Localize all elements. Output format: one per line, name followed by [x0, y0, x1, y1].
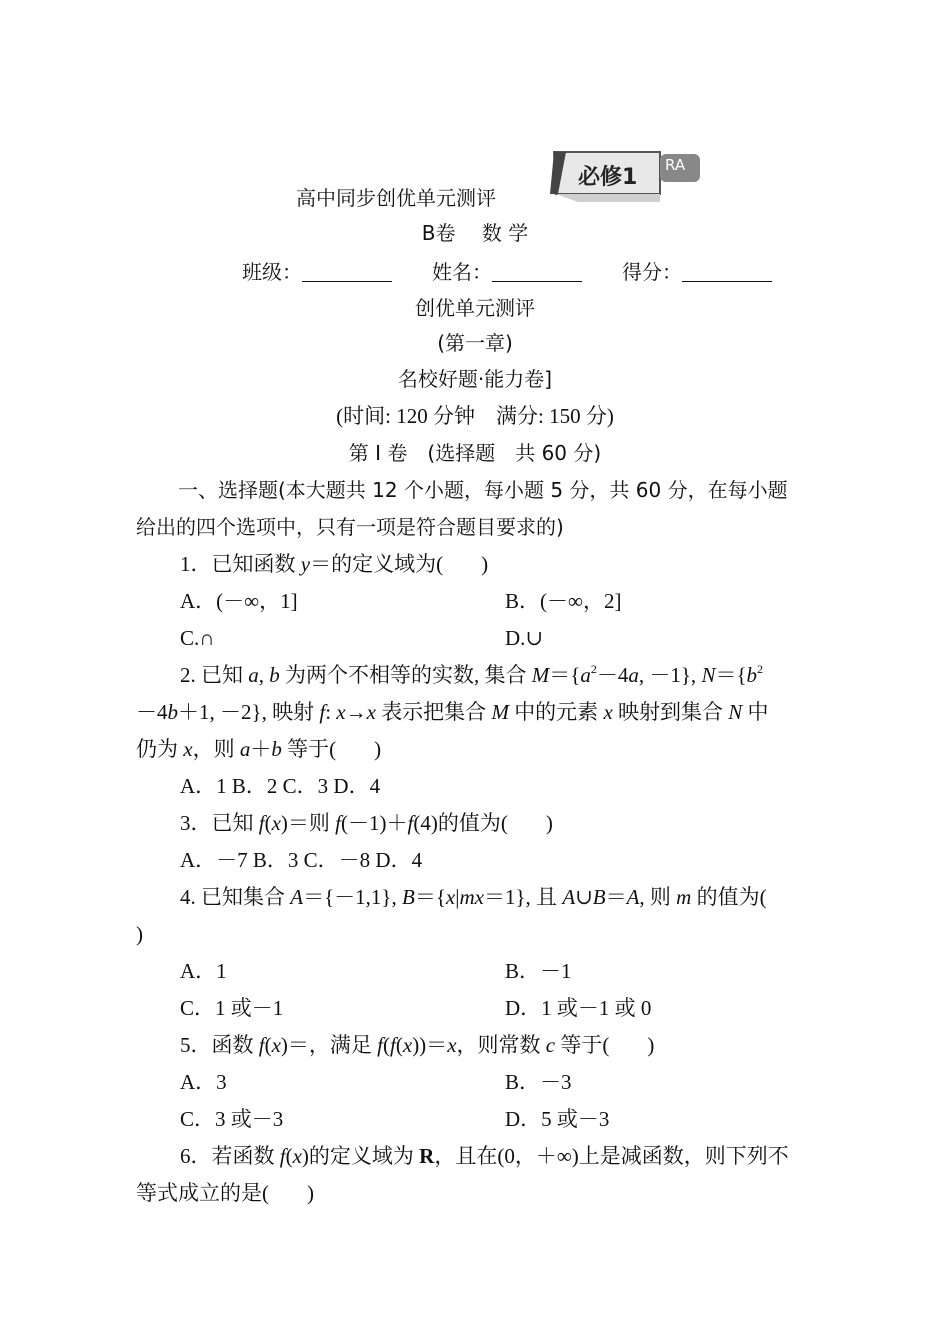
- question-2-options[interactable]: A．1 B．2 C．3 D．4: [180, 774, 381, 798]
- chapter-title: (第一章): [437, 331, 513, 355]
- question-2-stem-line1: 2. 已知 a, b 为两个不相等的实数, 集合 $M=\{a^2-4a$, －1}, $N=\{b^2$: [180, 662, 764, 687]
- question-5-option-a[interactable]: A．3: [180, 1070, 227, 1094]
- volume-subject: B卷 数 学: [421, 221, 529, 245]
- badge-main-text: 必修1: [578, 165, 638, 190]
- question-6-stem-line1: 6．若函数 f(x)的定义域为 R，且在(0，＋∞)上是减函数，则下列不: [180, 1144, 789, 1168]
- question-2-stem-line3: 仍为 x，则 a＋b 等于( ): [136, 737, 382, 761]
- badge-tag-text: RA: [665, 156, 686, 174]
- class-label: 班级：: [242, 260, 302, 284]
- question-1-option-d[interactable]: D.∪: [505, 626, 544, 650]
- section-heading-line2: 给出的四个选项中，只有一项是符合题目要求的): [136, 515, 564, 539]
- question-5-option-d[interactable]: D．5 或－3: [505, 1107, 610, 1131]
- score-blank[interactable]: [682, 263, 772, 282]
- subtitle: 名校好题·能力卷]: [397, 367, 553, 391]
- arrow-icon: →: [345, 700, 367, 724]
- main-title: 创优单元测评: [415, 296, 535, 320]
- question-1-option-a[interactable]: A．(－∞，1]: [180, 589, 298, 613]
- class-blank[interactable]: [302, 263, 392, 282]
- student-info-row: [242, 259, 772, 285]
- question-4-option-d[interactable]: D．1 或－1 或 0: [505, 996, 652, 1020]
- series-title: 高中同步创优单元测评: [296, 186, 496, 210]
- score-label: 得分：: [622, 260, 682, 284]
- question-1-option-c[interactable]: C.∩: [180, 626, 215, 650]
- question-5-stem: 5．函数 f(x)＝，满足 f(f(x))＝x，则常数 c 等于( ): [180, 1033, 655, 1057]
- question-1-stem: 1．已知函数 y＝的定义域为( ): [180, 552, 489, 576]
- question-4-stem: 4. 已知集合 A＝{－1,1}, B＝{x|mx＝1}, 且 A∪B＝A, 则 m 的值为(: [180, 885, 767, 909]
- question-5-option-b[interactable]: B．－3: [505, 1070, 572, 1094]
- time-info: (时间: 120 分钟 满分: 150 分): [336, 404, 614, 428]
- section-heading-line1: 一、选择题(本大题共 12 个小题，每小题 5 分，共 60 分，在每小题: [178, 478, 788, 502]
- textbook-badge: [548, 150, 703, 204]
- question-6-stem-line2: 等式成立的是( ): [136, 1181, 314, 1205]
- question-4-option-c[interactable]: C．1 或－1: [180, 996, 284, 1020]
- part-title: 第 Ⅰ 卷 (选择题 共 60 分): [348, 441, 602, 465]
- question-1-option-b[interactable]: B．(－∞，2]: [505, 589, 622, 613]
- question-5-option-c[interactable]: C．3 或－3: [180, 1107, 284, 1131]
- question-2-stem-line2: －4b＋1, －2}, 映射 f: x→x 表示把集合 M 中的元素 x 映射到集合 N 中: [136, 700, 769, 724]
- question-3-stem: 3．已知 f(x)＝则 f(－1)＋f(4)的值为( ): [180, 811, 553, 835]
- name-blank[interactable]: [492, 263, 582, 282]
- question-4-option-a[interactable]: A．1: [180, 959, 227, 983]
- question-3-options[interactable]: A．－7 B．3 C．－8 D．4: [180, 848, 423, 872]
- question-4-stem-close: ): [136, 922, 143, 946]
- name-label: 姓名：: [432, 260, 492, 284]
- question-4-option-b[interactable]: B．－1: [505, 959, 572, 983]
